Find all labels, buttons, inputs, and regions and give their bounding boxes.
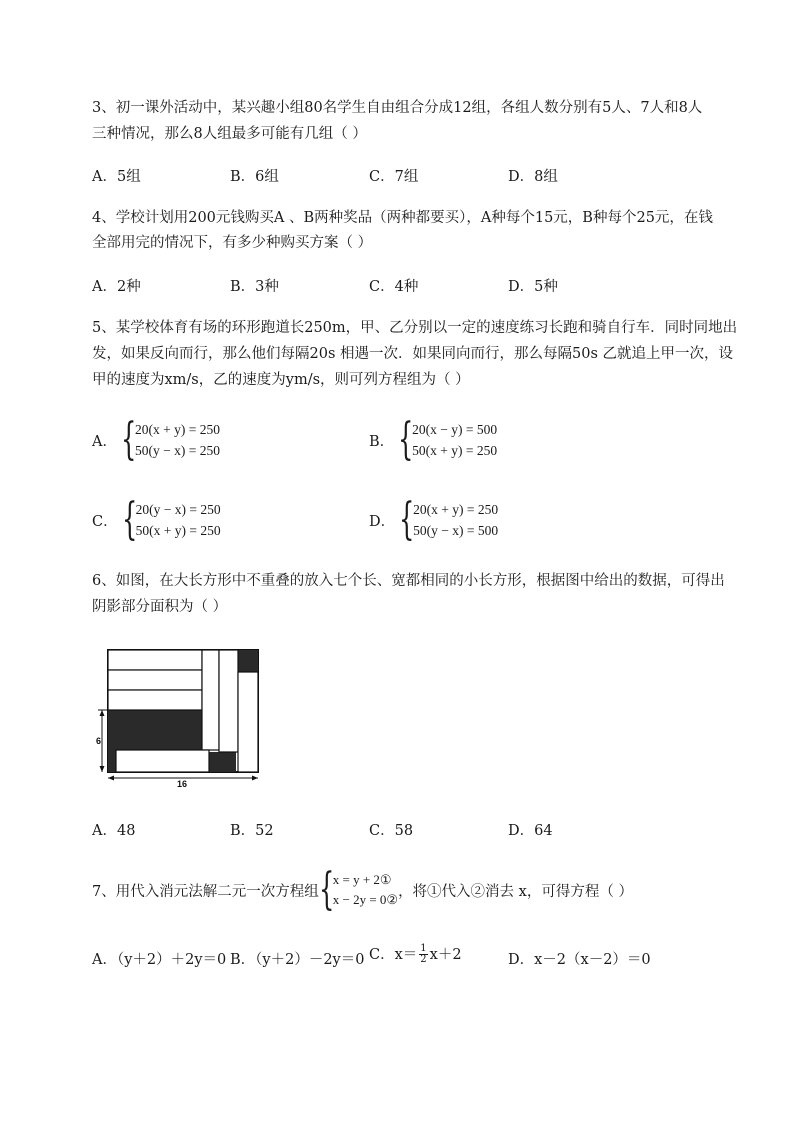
q6-text-line1: 6、如图，在大长方形中不重叠的放入七个长、宽都相同的小长方形，根据图中给出的数据，可得出 bbox=[92, 573, 725, 589]
q7-option-a[interactable]: A．（y＋2）＋2y＝0 bbox=[92, 952, 227, 968]
q5-text-line2: 发，如果反向而行，那么他们每隔20s 相遇一次．如果同向而行，那么每隔50s 乙就追上甲一次，设 bbox=[92, 346, 733, 362]
q7-stem bbox=[92, 864, 633, 915]
small-rect-h3 bbox=[108, 690, 202, 710]
q3-option-a[interactable]: A．5组 bbox=[92, 169, 141, 185]
left-brace-icon: { bbox=[399, 494, 415, 545]
q5-option-c[interactable] bbox=[92, 494, 221, 545]
q7-text-after: ，将①代入②消去 x，可得方程（ ） bbox=[398, 883, 633, 900]
shaded-region-bottom-left bbox=[108, 750, 116, 772]
fraction-denominator: 2 bbox=[420, 954, 427, 965]
q5-option-d-eq2: 50(y − x) = 500 bbox=[413, 523, 499, 538]
q7-text-before: 7、用代入消元法解二元一次方程组 bbox=[92, 883, 319, 900]
left-brace-icon: { bbox=[121, 494, 138, 545]
small-rect-v2 bbox=[219, 650, 238, 752]
q5-option-a-eq2: 50(y − x) = 250 bbox=[134, 443, 220, 458]
small-rect-v3 bbox=[238, 672, 258, 772]
q5-option-b-eq2: 50(x + y) = 250 bbox=[412, 443, 498, 458]
q5-option-a-label: A． bbox=[92, 433, 117, 450]
q7-option-c[interactable] bbox=[369, 944, 462, 965]
q5-text-line1: 5、某学校体育有场的环形跑道长250m，甲、乙分别以一定的速度练习长跑和骑自行车．同时同地出 bbox=[92, 320, 738, 336]
small-rect-h2 bbox=[108, 670, 202, 690]
small-rect-v1 bbox=[202, 650, 219, 750]
q4-option-a[interactable]: A．2种 bbox=[92, 279, 141, 295]
shaded-region-bottom-right bbox=[209, 752, 236, 772]
q5-option-c-eq1: 20(y − x) = 250 bbox=[135, 502, 221, 517]
q5-option-b[interactable] bbox=[369, 414, 498, 465]
shaded-region-left bbox=[108, 710, 202, 750]
q3-option-c[interactable]: C．7组 bbox=[369, 169, 419, 185]
q6-option-d[interactable]: D．64 bbox=[508, 823, 553, 839]
q5-option-d-eq1: 20(x + y) = 250 bbox=[413, 502, 499, 517]
q3-text-line2: 三种情况，那么8人组最多可能有几组（ ） bbox=[92, 126, 367, 142]
q6-option-a[interactable]: A．48 bbox=[92, 823, 136, 839]
rectangles-figure bbox=[92, 640, 272, 790]
shaded-region-top-right bbox=[238, 650, 258, 672]
q5-option-c-eq2: 50(x + y) = 250 bbox=[135, 523, 221, 538]
left-brace-icon: { bbox=[120, 414, 137, 465]
q4-option-c[interactable]: C．4种 bbox=[369, 279, 419, 295]
q4-option-b[interactable]: B．3种 bbox=[230, 279, 279, 295]
q6-option-b[interactable]: B．52 bbox=[230, 823, 274, 839]
q7-eq2: x − 2y = 0② bbox=[332, 892, 399, 907]
q6-option-c[interactable]: C．58 bbox=[369, 823, 414, 839]
q7-option-c-post: x＋2 bbox=[429, 946, 462, 963]
q5-option-c-label: C． bbox=[92, 513, 118, 530]
q3-option-b[interactable]: B．6组 bbox=[230, 169, 279, 185]
q7-eq1: x = y + 2① bbox=[332, 872, 392, 887]
q5-text-line3: 甲的速度为xm/s，乙的速度为ym/s，则可列方程组为（ ） bbox=[92, 372, 470, 388]
q6-text-line2: 阴影部分面积为（ ） bbox=[92, 599, 228, 615]
q4-option-d[interactable]: D．5种 bbox=[508, 279, 558, 295]
q5-option-a-eq1: 20(x + y) = 250 bbox=[134, 422, 220, 437]
q7-option-d[interactable]: D．x－2（x－2）＝0 bbox=[508, 952, 651, 968]
q5-option-b-label: B． bbox=[369, 433, 395, 450]
width-label: 16 bbox=[177, 779, 188, 789]
fraction-one-half bbox=[419, 944, 427, 965]
fraction-numerator: 1 bbox=[420, 943, 427, 954]
height-label: 6 bbox=[96, 736, 102, 746]
q5-option-d[interactable] bbox=[369, 494, 499, 545]
q5-option-d-label: D． bbox=[369, 513, 396, 530]
small-rect-h1 bbox=[108, 650, 202, 670]
q5-option-a[interactable] bbox=[92, 414, 220, 465]
q4-text-line1: 4、学校计划用200元钱购买A 、B两种奖品（两种都要买），A种每个15元，B种每个25元，在钱 bbox=[92, 210, 713, 226]
q4-text-line2: 全部用完的情况下，有多少种购买方案（ ） bbox=[92, 235, 373, 251]
q3-text-line1: 3、初一课外活动中，某兴趣小组80名学生自由组合分成12组，各组人数分别有5人、7人和8人 bbox=[92, 100, 703, 116]
small-rect-bottom bbox=[116, 750, 209, 772]
q7-option-b[interactable]: B．（y＋2）－2y＝0 bbox=[230, 952, 365, 968]
q7-option-c-pre: C．x＝ bbox=[369, 946, 418, 963]
left-brace-icon: { bbox=[318, 864, 335, 915]
left-brace-icon: { bbox=[398, 414, 414, 465]
q3-option-d[interactable]: D．8组 bbox=[508, 169, 558, 185]
q5-option-b-eq1: 20(x − y) = 500 bbox=[412, 422, 498, 437]
